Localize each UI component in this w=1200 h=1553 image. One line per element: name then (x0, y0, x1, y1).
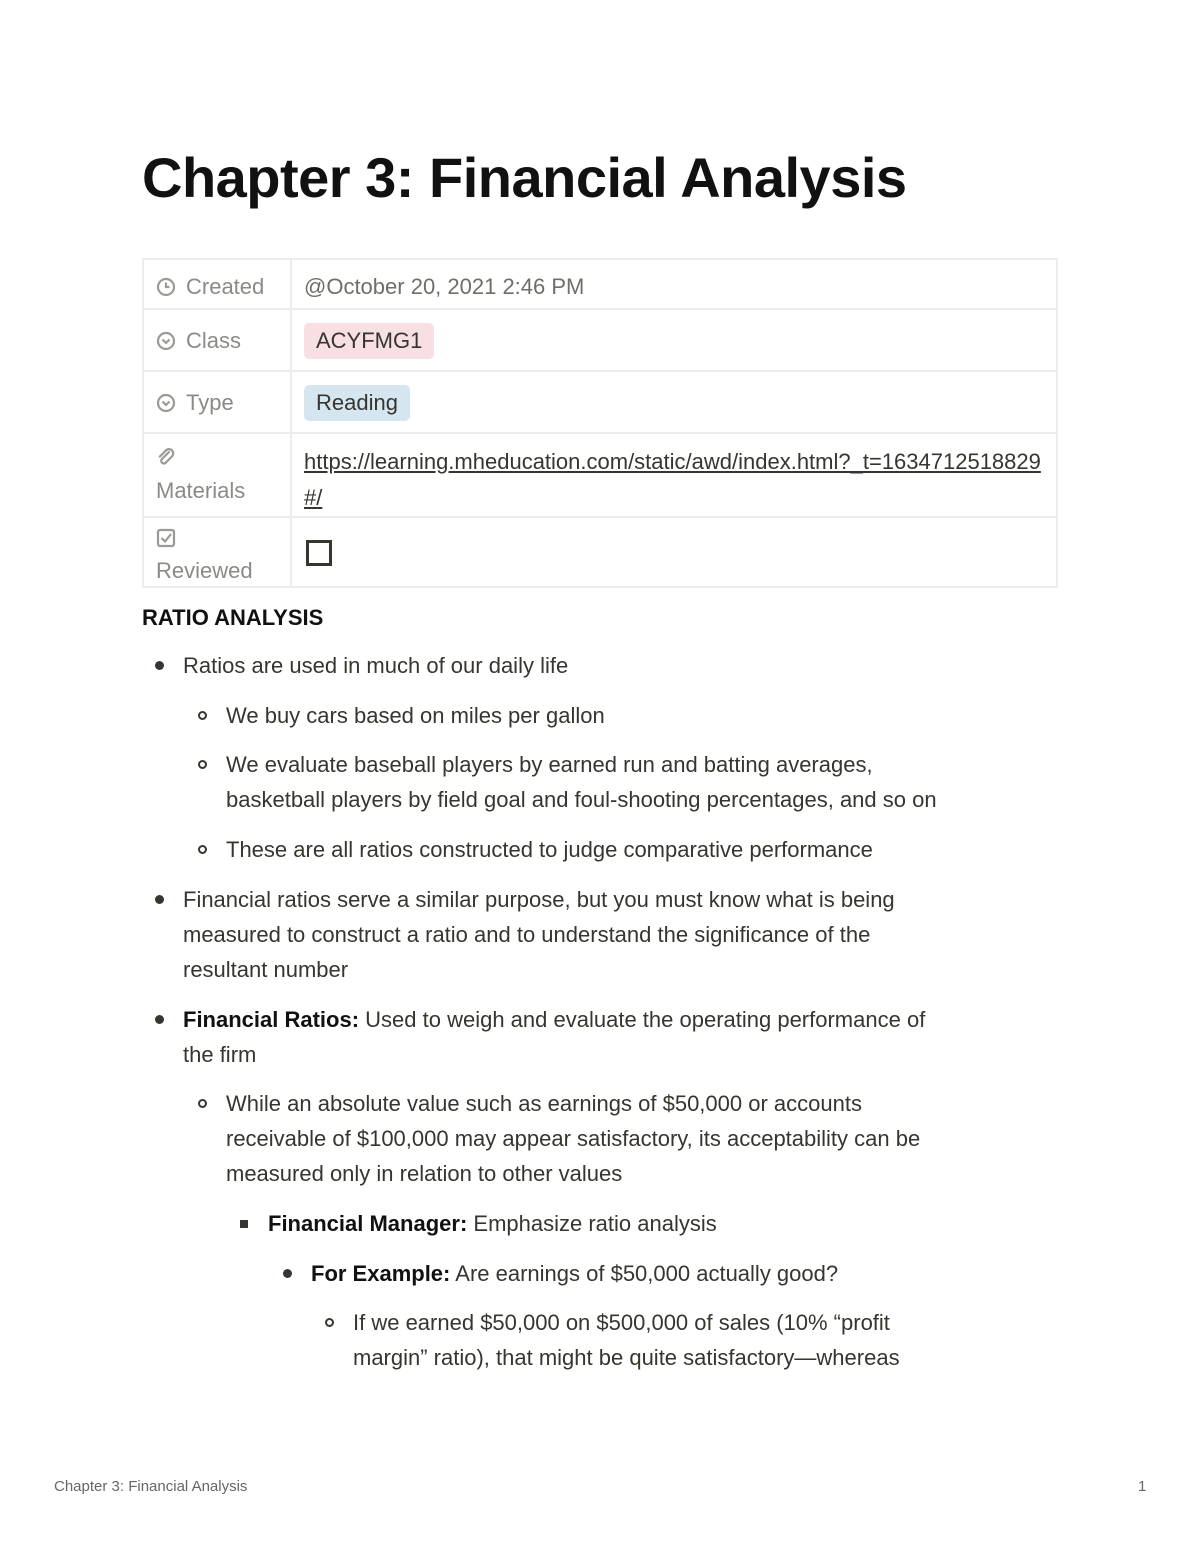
select-icon (156, 331, 176, 351)
list-item: While an absolute value such as earnings of $50,000 or accounts receivable of $100,000 may appear satisfactory, its acceptability can be measured only in relation to other values (226, 1086, 920, 1191)
property-label-reviewed: Reviewed (156, 558, 253, 583)
property-row-class (143, 309, 1057, 371)
list-item: Ratios are used in much of our daily life (183, 648, 568, 683)
property-row-reviewed (143, 517, 1057, 587)
bullet-circle-icon (198, 711, 207, 720)
list-item: We evaluate baseball players by earned run and batting averages, basketball players by field goal and foul-shooting percentages, and so on (226, 747, 937, 817)
list-item: We buy cars based on miles per gallon (226, 698, 605, 733)
bullet-square-icon (240, 1220, 248, 1228)
list-item: Financial Ratios: Used to weigh and evaluate the operating performance of the firm (183, 1002, 925, 1072)
clock-icon (156, 277, 176, 297)
bullet-disc-icon (155, 661, 164, 670)
property-label-type: Type (186, 390, 234, 415)
type-tag[interactable]: Reading (304, 385, 410, 421)
reviewed-checkbox[interactable] (306, 540, 332, 566)
select-icon (156, 393, 176, 413)
bullet-circle-icon (198, 1099, 207, 1108)
footer-title: Chapter 3: Financial Analysis (54, 1478, 248, 1495)
paperclip-icon (156, 448, 176, 468)
section-heading: RATIO ANALYSIS (142, 605, 324, 630)
bullet-disc-icon (155, 1015, 164, 1024)
list-item: Financial Manager: Emphasize ratio analysis (268, 1206, 717, 1241)
property-label-class: Class (186, 328, 242, 353)
checkbox-icon (156, 528, 176, 548)
property-row-created (143, 259, 1057, 309)
property-row-materials (143, 433, 1057, 517)
bullet-circle-icon (198, 760, 207, 769)
list-item: If we earned $50,000 on $500,000 of sales (10% “profit margin” ratio), that might be quite satisfactory—whereas (353, 1305, 900, 1375)
created-date-value[interactable]: @October 20, 2021 2:46 PM (304, 274, 585, 299)
bullet-disc-icon (155, 895, 164, 904)
bullet-circle-icon (198, 845, 207, 854)
bullet-circle-icon (325, 1318, 334, 1327)
property-label-materials: Materials (156, 478, 246, 503)
materials-link[interactable]: https://learning.mheducation.com/static/awd/index.html?_t=1634712518829#/ (304, 449, 1041, 510)
page-number: 1 (1138, 1478, 1147, 1495)
bullet-disc-icon (283, 1269, 292, 1278)
class-tag[interactable]: ACYFMG1 (304, 323, 434, 359)
list-item: For Example: Are earnings of $50,000 actually good? (311, 1256, 838, 1291)
list-item: Financial ratios serve a similar purpose, but you must know what is being measured to construct a ratio and to understand the significance of the resultant number (183, 882, 895, 987)
properties-table (142, 258, 1058, 588)
property-row-type (143, 371, 1057, 433)
page-title: Chapter 3: Financial Analysis (142, 146, 907, 209)
property-label-created: Created (186, 274, 265, 299)
list-item: These are all ratios constructed to judge comparative performance (226, 832, 873, 867)
